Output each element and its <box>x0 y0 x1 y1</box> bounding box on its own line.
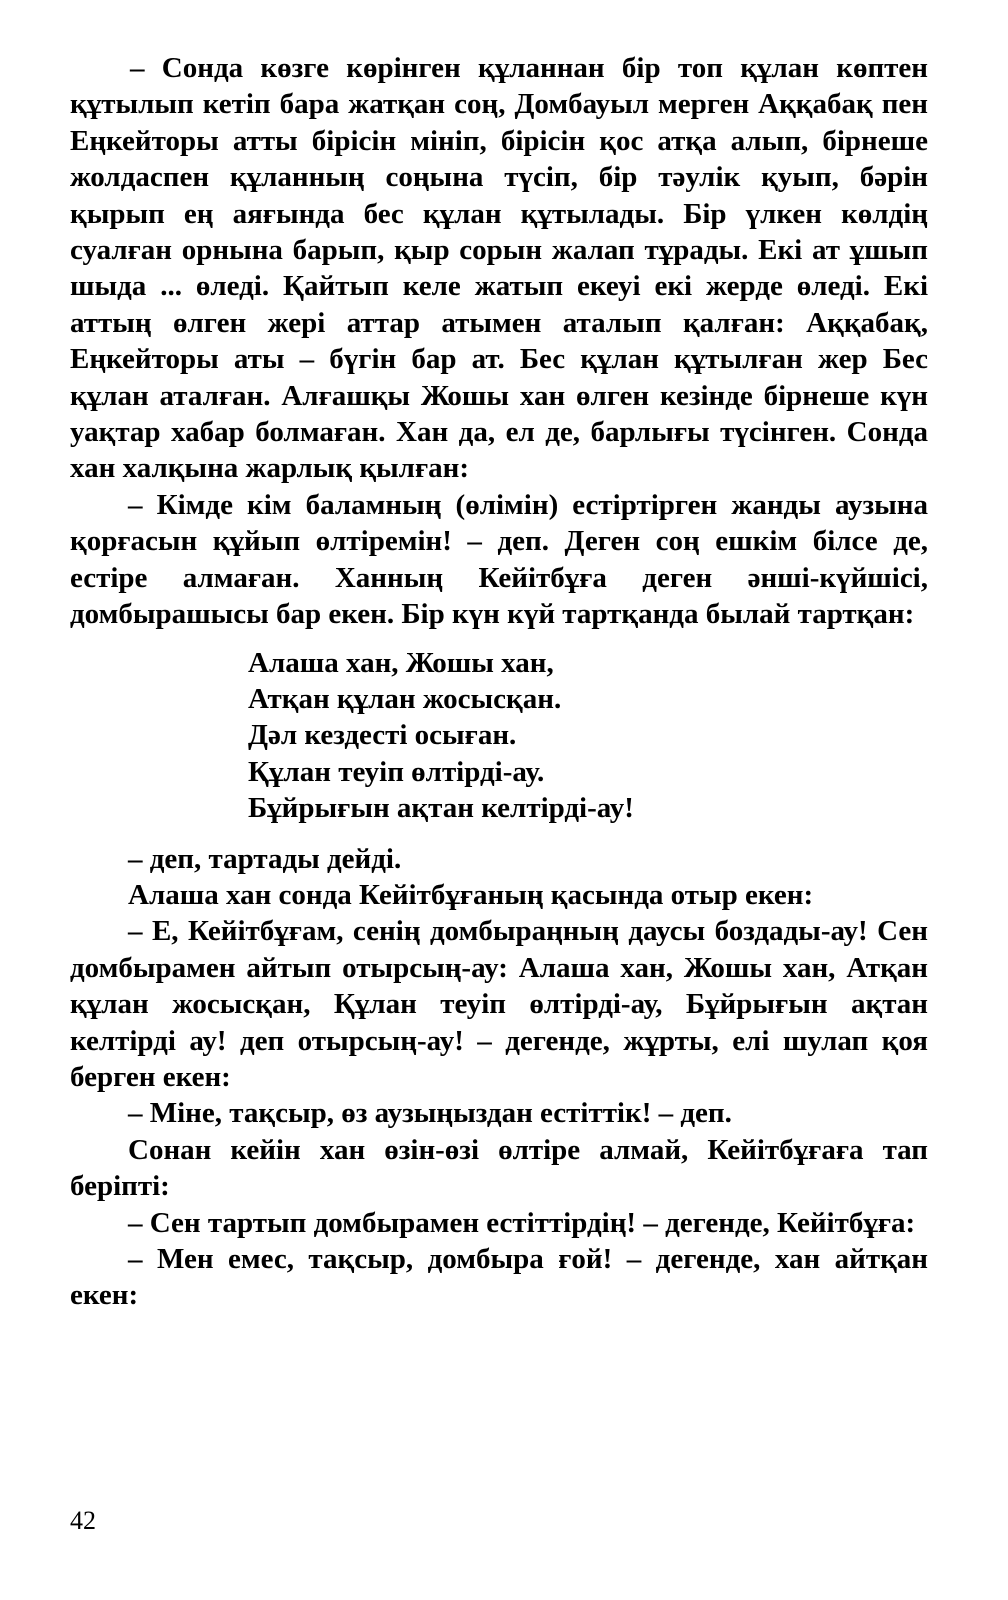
paragraph-khan-lunges: Сонан кейін хан өзін-өзі өлтіре алмай, Кейітбұғаға тап беріпті: <box>70 1133 928 1203</box>
poem-line: Бұйрығын ақтан келтірді-ау! <box>248 792 634 825</box>
paragraph-keitbuga-answer: – Мен емес, тақсыр, домбыра ғой! – дегенде, хан айтқан екен: <box>70 1243 928 1312</box>
poem-line: Алаша хан, Жошы хан, <box>248 646 554 679</box>
paragraph-tartady: – деп, тартады дейді. <box>128 842 402 875</box>
poem-stanza <box>248 645 928 827</box>
paragraph-khan-speech: – Е, Кейітбұғам, сенің домбыраңның даусы боздады-ау! Сен домбырамен айтып отырсың-ау: Алаша хан, Жошы хан, Атқан құлан жосысқан, Құлан теуіп өлтірді-ау, Бұйрығын ақтан келтірді ау! деп отырсың-ау! – дегенде, жұрты, елі шулап қоя берген екен: <box>70 915 928 1093</box>
paragraph-khan-decree: – Кімде кім баламның (өлімін) естіртірген жанды аузына қорғасын құйып өлтіремін! – деп. Деген соң ешкім білсе де, естіре алмаған. Ханның Кейітбұға деген әнші-күйшісі, домбырашысы бар екен. Бір күн күй тартқанда былай тартқан: <box>70 488 928 631</box>
poem-line: Құлан теуіп өлтірді-ау. <box>248 755 545 788</box>
page-number: 42 <box>70 1506 96 1535</box>
paragraph-alasha-sitting: Алаша хан сонда Кейітбұғаның қасында отыр екен: <box>128 878 814 911</box>
page-body <box>70 50 928 1314</box>
poem-line: Атқан құлан жосысқан. <box>248 682 562 715</box>
paragraph-khan-accuses: – Сен тартып домбырамен естіттірдің! – дегенде, Кейітбұға: <box>128 1206 916 1239</box>
paragraph-kulan-hunt: – Сонда көзге көрінген құланнан бір топ құлан көптен құтылып кетіп бара жатқан соң, Домбауыл мерген Аққабақ пен Еңкейторы атты бірісін мініп, бірісін қос атқа алып, бірнеше жолдаспен құланның соңына түсіп, бір тәулік қуып, бәрін қырып ең аяғында бес құлан құтылады. Бір үлкен көлдің суалған орнына барып, қыр сорын жалап тұрады. Екі ат ұшып шыда ... өледі. Қайтып келе жатып екеуі екі жерде өледі. Екі аттың өлген жері аттар атымен аталып қалған: Аққабақ, Еңкейторы аты – бүгін бар ат. Бес құлан құтылған жер Бес құлан аталған. Алғашқы Жошы хан өлген кезінде бірнеше күн уақтар хабар болмаған. Хан да, ел де, барлығы түсінген. Сонда хан халқына жарлық қылған: <box>70 52 928 485</box>
poem-line: Дәл кездесті осыған. <box>248 719 517 752</box>
paragraph-people-reply: – Міне, тақсыр, өз аузыңыздан естіттік! – деп. <box>128 1097 732 1130</box>
